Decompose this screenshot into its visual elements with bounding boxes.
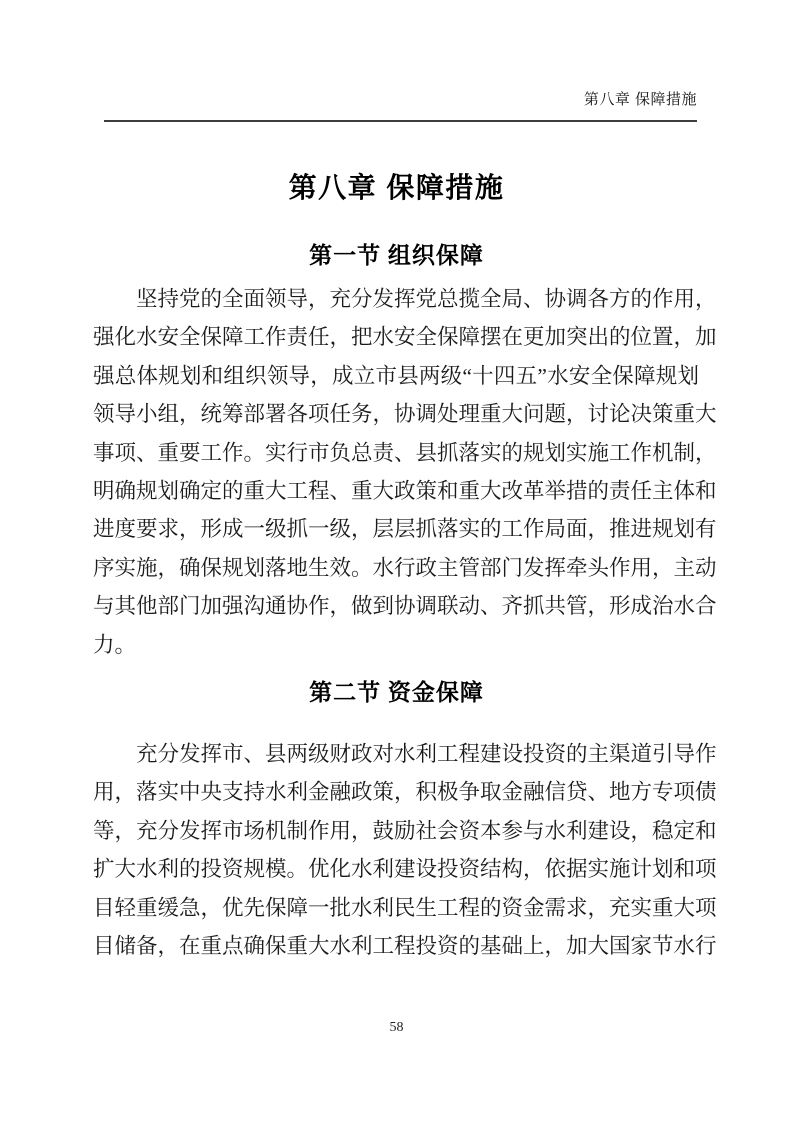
section-2-heading: 第二节 资金保障: [309, 680, 484, 705]
running-header: 第八章 保障措施: [583, 91, 697, 108]
section-1-heading: 第一节 组织保障: [309, 243, 484, 268]
text-line: 领导小组，统筹部署各项任务，协调处理重大问题，讨论决策重大: [93, 402, 717, 427]
text-line: 进度要求，形成一级抓一级，层层抓落实的工作局面，推进规划有: [93, 517, 717, 542]
text-line: 明确规划确定的重大工程、重大政策和重大改革举措的责任主体和: [93, 478, 717, 503]
page-number: 58: [389, 1020, 404, 1035]
text-line: 等，充分发挥市场机制作用，鼓励社会资本参与水利建设，稳定和: [93, 818, 717, 843]
text-line: 充分发挥市、县两级财政对水利工程建设投资的主渠道引导作: [136, 742, 717, 766]
text-line: 与其他部门加强沟通协作，做到协调联动、齐抓共管，形成治水合: [93, 594, 717, 619]
text-line: 坚持党的全面领导，充分发挥党总揽全局、协调各方的作用，: [136, 287, 717, 311]
text-line: 扩大水利的投资规模。优化水利建设投资结构，依据实施计划和项: [93, 857, 717, 882]
text-line: 用，落实中央支持水利金融政策，积极争取金融信贷、地方专项债: [93, 780, 717, 805]
chapter-title: 第八章 保障措施: [288, 172, 505, 203]
header-rule: [104, 120, 697, 122]
text-line: 事项、重要工作。实行市负总责、县抓落实的规划实施工作机制，: [93, 440, 717, 465]
text-line: 序实施，确保规划落地生效。水行政主管部门发挥牵头作用，主动: [93, 555, 717, 580]
text-line: 目轻重缓急，优先保障一批水利民生工程的资金需求，充实重大项: [93, 895, 717, 920]
section-2-paragraph: [93, 735, 717, 965]
text-line: 目储备，在重点确保重大水利工程投资的基础上，加大国家节水行: [93, 933, 717, 958]
text-line: 力。: [93, 632, 137, 657]
section-1-paragraph: [93, 280, 717, 664]
text-line: 强总体规划和组织领导，成立市县两级“十四五”水安全保障规划: [93, 363, 699, 388]
text-line: 强化水安全保障工作责任，把水安全保障摆在更加突出的位置，加: [93, 325, 717, 350]
